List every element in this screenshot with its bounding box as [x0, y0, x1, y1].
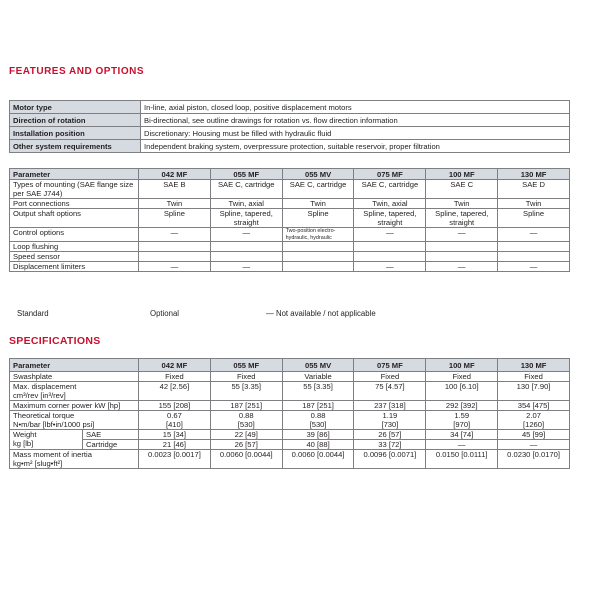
option-cell [282, 252, 354, 262]
option-param: Speed sensor [10, 252, 139, 262]
option-cell [210, 209, 282, 228]
spec-cell: 40 [88] [282, 440, 354, 450]
spec-cell: 42 [2.56] [139, 382, 211, 401]
spec-cell: 0.0023 [0.0017] [139, 450, 211, 469]
spec-label: Maximum corner power kW [hp] [10, 401, 139, 411]
option-cell [139, 199, 211, 209]
spec-cell: 34 [74] [426, 430, 498, 440]
spec-cell: — [498, 440, 570, 450]
spec-cell: 15 [34] [139, 430, 211, 440]
option-cell [210, 180, 282, 199]
cropped-section-heading: FEATURES AND OPTIONS [9, 66, 145, 77]
option-param: Loop flushing [10, 242, 139, 252]
spec-cell: Fixed [139, 372, 211, 382]
option-row [10, 252, 570, 262]
spec-label: Theoretical torque N•m/bar [lbf•in/1000 psi] [10, 411, 139, 430]
spec-label: Swashplate [10, 372, 139, 382]
option-cell [354, 209, 426, 228]
option-cell [498, 242, 570, 252]
spec-cell: 55 [3.35] [282, 382, 354, 401]
option-value: Twin [166, 199, 183, 208]
option-value: — [529, 228, 538, 237]
option-value: — [170, 262, 179, 271]
column-header: 075 MF [354, 359, 426, 372]
option-param: Output shaft options [10, 209, 139, 228]
option-cell [282, 209, 354, 228]
specifications-heading: SPECIFICATIONS [9, 335, 101, 347]
option-cell [354, 252, 426, 262]
info-value: Independent braking system, overpressure protection, suitable reservoir, proper filtration [141, 140, 570, 153]
option-cell [498, 228, 570, 242]
option-value: SAE C, cartridge [217, 180, 275, 189]
spec-sublabel: Cartridge [83, 440, 139, 450]
option-cell [282, 228, 354, 242]
option-param: Port connections [10, 199, 139, 209]
option-cell [498, 262, 570, 272]
option-cell [426, 199, 498, 209]
option-row [10, 199, 570, 209]
option-cell [426, 252, 498, 262]
option-value: Spline, tapered, straight [363, 209, 417, 227]
option-cell [282, 199, 354, 209]
column-header: 130 MF [498, 359, 570, 372]
spec-cell: 0.0060 [0.0044] [210, 450, 282, 469]
legend-standard: Standard [17, 309, 49, 318]
spec-cell: 21 [46] [139, 440, 211, 450]
column-header: 100 MF [426, 169, 498, 180]
option-value: Spline [307, 209, 329, 218]
info-row [10, 114, 570, 127]
spec-label: Max. displacement cm³/rev [in³/rev] [10, 382, 139, 401]
column-header: 100 MF [426, 359, 498, 372]
option-value: SAE C, cartridge [289, 180, 347, 189]
info-key: Installation position [10, 127, 141, 140]
spec-cell: 0.0150 [0.0111] [426, 450, 498, 469]
info-row [10, 140, 570, 153]
info-row [10, 101, 570, 114]
spec-cell: Variable [282, 372, 354, 382]
spec-row-weight-sae [10, 430, 570, 440]
spec-cell: 0.67 [410] [139, 411, 211, 430]
spec-row-displacement [10, 382, 570, 401]
option-value: — [457, 228, 466, 237]
option-cell [282, 242, 354, 252]
spec-cell: 100 [6.10] [426, 382, 498, 401]
option-value: SAE D [522, 180, 545, 189]
spec-cell: Fixed [210, 372, 282, 382]
column-header: 055 MF [210, 169, 282, 180]
spec-cell: 187 [251] [282, 401, 354, 411]
option-param: Control options [10, 228, 139, 242]
option-cell [426, 242, 498, 252]
option-value: Twin [310, 199, 326, 208]
option-cell [139, 262, 211, 272]
spec-cell: 130 [7.90] [498, 382, 570, 401]
info-value: Bi-directional, see outline drawings for rotation vs. flow direction information [141, 114, 570, 127]
spec-cell: Fixed [354, 372, 426, 382]
option-row [10, 262, 570, 272]
option-param: Types of mounting (SAE flange size per SAE J744) [10, 180, 139, 199]
option-value: Two-position electro-hydraulic, hydraulic [285, 228, 336, 241]
spec-cell: 292 [392] [426, 401, 498, 411]
option-cell [426, 180, 498, 199]
option-value: — [386, 228, 394, 237]
spec-row-inertia [10, 450, 570, 469]
spec-cell: 0.88 [530] [282, 411, 354, 430]
spec-cell: 2.07 [1260] [498, 411, 570, 430]
option-cell [210, 242, 282, 252]
spec-row-corner-power [10, 401, 570, 411]
option-cell [210, 252, 282, 262]
column-header: 042 MF [139, 359, 211, 372]
info-key: Motor type [10, 101, 141, 114]
spec-cell: Fixed [498, 372, 570, 382]
option-cell [210, 262, 282, 272]
spec-cell: 155 [208] [139, 401, 211, 411]
option-row [10, 228, 570, 242]
option-cell [139, 242, 211, 252]
option-cell [354, 228, 426, 242]
option-value: Spline, tapered, straight [435, 209, 489, 227]
column-header: Parameter [10, 359, 139, 372]
spec-cell: 187 [251] [210, 401, 282, 411]
option-cell [498, 180, 570, 199]
option-value: Twin [525, 199, 542, 208]
option-value: — [242, 262, 251, 271]
column-header: Parameter [10, 169, 139, 180]
option-value: Twin [453, 199, 470, 208]
option-value: — [242, 228, 251, 237]
spec-cell: 33 [72] [354, 440, 426, 450]
option-value: — [170, 228, 179, 237]
column-header: 055 MF [210, 359, 282, 372]
option-value: — [529, 262, 538, 271]
option-cell [354, 262, 426, 272]
option-cell [354, 199, 426, 209]
features-options-table [9, 168, 570, 272]
info-key: Other system requirements [10, 140, 141, 153]
spec-row-torque [10, 411, 570, 430]
option-cell [139, 209, 211, 228]
spec-cell: 1.59 [970] [426, 411, 498, 430]
spec-label: Mass moment of inertia kg•m² [slug•ft²] [10, 450, 139, 469]
spec-cell: 55 [3.35] [210, 382, 282, 401]
spec-cell: Fixed [426, 372, 498, 382]
option-cell [426, 209, 498, 228]
option-value: SAE C, cartridge [361, 180, 419, 189]
option-value: Spline [163, 209, 185, 218]
spec-sublabel: SAE [83, 430, 139, 440]
column-header: 130 MF [498, 169, 570, 180]
spec-cell: 26 [57] [210, 440, 282, 450]
spec-cell: 0.0060 [0.0044] [282, 450, 354, 469]
option-value: Spline [523, 209, 545, 218]
option-cell [498, 252, 570, 262]
option-value: Twin, axial [372, 199, 408, 208]
option-row [10, 180, 570, 199]
option-cell [426, 262, 498, 272]
option-cell [282, 180, 354, 199]
option-cell [282, 262, 354, 272]
column-header: 055 MV [282, 359, 354, 372]
option-value: — [457, 262, 466, 271]
option-cell [139, 228, 211, 242]
spec-cell: — [426, 440, 498, 450]
info-value: In-line, axial piston, closed loop, positive displacement motors [141, 101, 570, 114]
option-cell [498, 199, 570, 209]
option-value: SAE B [163, 180, 186, 189]
info-key: Direction of rotation [10, 114, 141, 127]
motor-info-table [9, 100, 570, 153]
spec-cell: 0.88 [530] [210, 411, 282, 430]
option-value: — [386, 262, 394, 271]
spec-cell: 45 [99] [498, 430, 570, 440]
option-cell [498, 209, 570, 228]
legend-not-available: — Not available / not applicable [266, 309, 376, 318]
spec-cell: 0.0096 [0.0071] [354, 450, 426, 469]
option-cell [354, 180, 426, 199]
spec-cell: 26 [57] [354, 430, 426, 440]
option-cell [426, 228, 498, 242]
option-cell [139, 180, 211, 199]
option-cell [354, 242, 426, 252]
spec-label: Weight kg [lb] [10, 430, 83, 450]
spec-cell: 39 [86] [282, 430, 354, 440]
column-header: 042 MF [139, 169, 211, 180]
option-row [10, 209, 570, 228]
option-value: Spline, tapered, straight [219, 209, 273, 227]
spec-cell: 1.19 [730] [354, 411, 426, 430]
spec-cell: 75 [4.57] [354, 382, 426, 401]
spec-cell: 0.0230 [0.0170] [498, 450, 570, 469]
column-header: 055 MV [282, 169, 354, 180]
option-cell [210, 228, 282, 242]
option-value: Twin, axial [228, 199, 264, 208]
specifications-table [9, 358, 570, 469]
spec-row-weight-cartridge [10, 440, 570, 450]
info-row [10, 127, 570, 140]
spec-cell: 22 [49] [210, 430, 282, 440]
spec-cell: 237 [318] [354, 401, 426, 411]
option-param: Displacement limiters [10, 262, 139, 272]
spec-cell: 354 [475] [498, 401, 570, 411]
column-header: 075 MF [354, 169, 426, 180]
option-cell [139, 252, 211, 262]
option-cell [210, 199, 282, 209]
info-value: Discretionary: Housing must be filled with hydraulic fluid [141, 127, 570, 140]
option-value: SAE C [450, 180, 474, 189]
option-row [10, 242, 570, 252]
spec-row-swashplate [10, 372, 570, 382]
legend-optional: Optional [150, 309, 180, 318]
